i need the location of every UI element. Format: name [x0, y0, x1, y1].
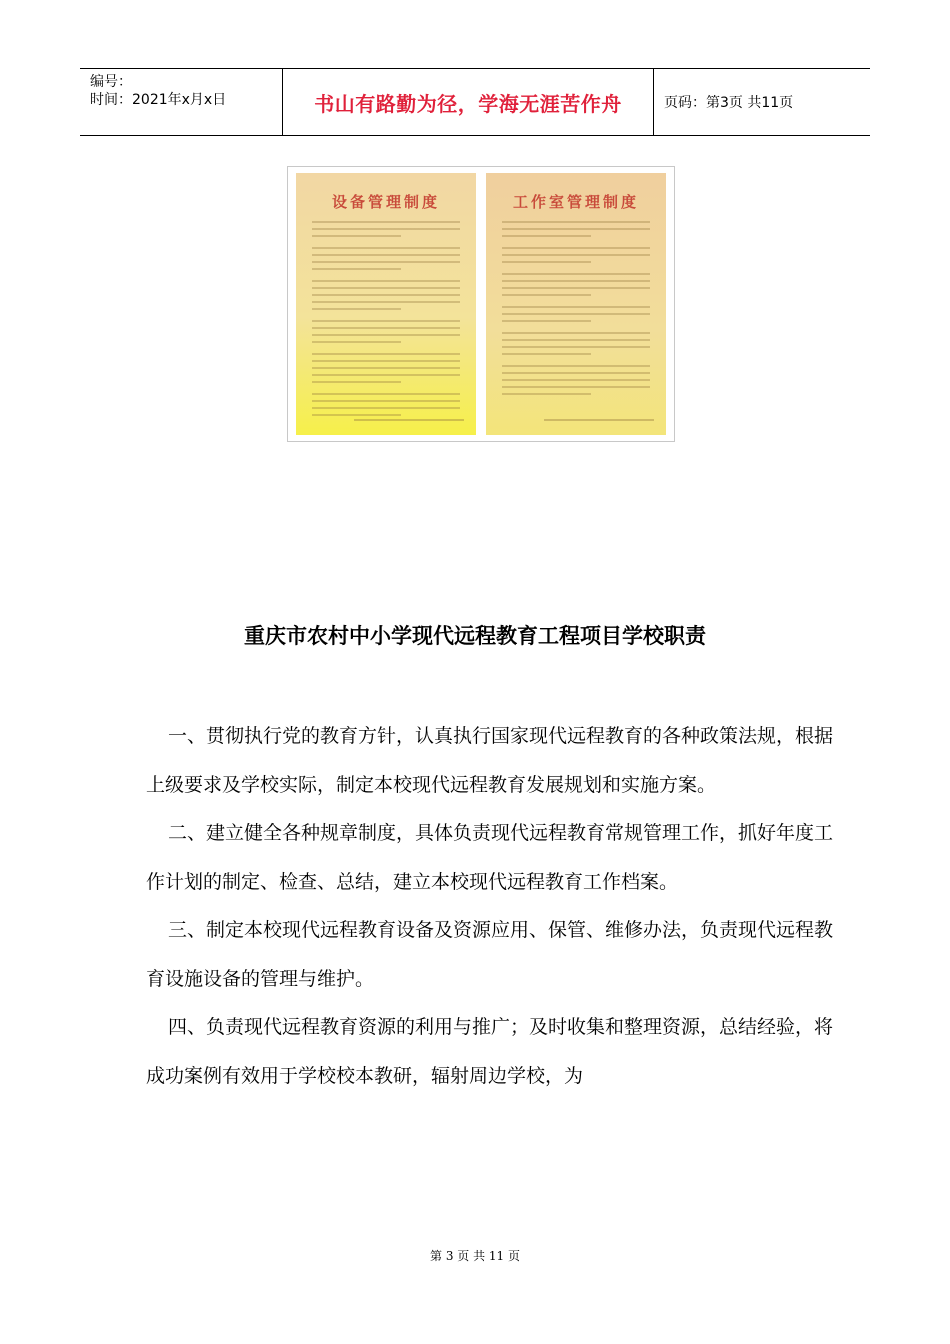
motto-text: 书山有路勤为径，学海无涯苦作舟: [314, 91, 622, 116]
board-equipment-rules: [296, 173, 476, 435]
paragraph-3: 三、制定本校现代远程教育设备及资源应用、保管、维修办法，负责现代远程教育设施设备的管理与维护。: [146, 919, 834, 990]
time-label: 时间：2021年x月x日: [90, 92, 227, 108]
board-left-footer-line: [354, 419, 464, 421]
board-right-text-lines: [502, 221, 650, 400]
document-body: [146, 712, 836, 1100]
page-code-text: 页码：第3页 共11页: [664, 95, 794, 111]
board-left-title: 设备管理制度: [331, 193, 440, 211]
paragraph-1: 一、贯彻执行党的教育方针，认真执行国家现代远程教育的各种政策法规，根据上级要求及学校实际，制定本校现代远程教育发展规划和实施方案。: [146, 725, 834, 796]
paragraph-4: 四、负责现代远程教育资源的利用与推广；及时收集和整理资源，总结经验，将成功案例有效用于学校校本教研，辐射周边学校，为: [146, 1016, 834, 1087]
number-label: 编号：: [90, 74, 132, 90]
page-footer: 第 3 页 共 11 页: [430, 1249, 520, 1263]
board-left-text-lines: [312, 221, 460, 421]
board-studio-rules: [486, 173, 666, 435]
header-meta: [80, 69, 282, 135]
header-table: [80, 68, 870, 136]
board-right-footer-line: [544, 419, 654, 421]
paragraph-2: 二、建立健全各种规章制度，具体负责现代远程教育常规管理工作，抓好年度工作计划的制定、检查、总结，建立本校现代远程教育工作档案。: [146, 822, 834, 893]
header-motto-cell: [282, 69, 654, 135]
board-right-title: 工作室管理制度: [512, 193, 639, 211]
document-title: 重庆市农村中小学现代远程教育工程项目学校职责: [244, 624, 706, 648]
rules-boards-photo: [287, 166, 675, 442]
header-page-code: [654, 69, 870, 135]
